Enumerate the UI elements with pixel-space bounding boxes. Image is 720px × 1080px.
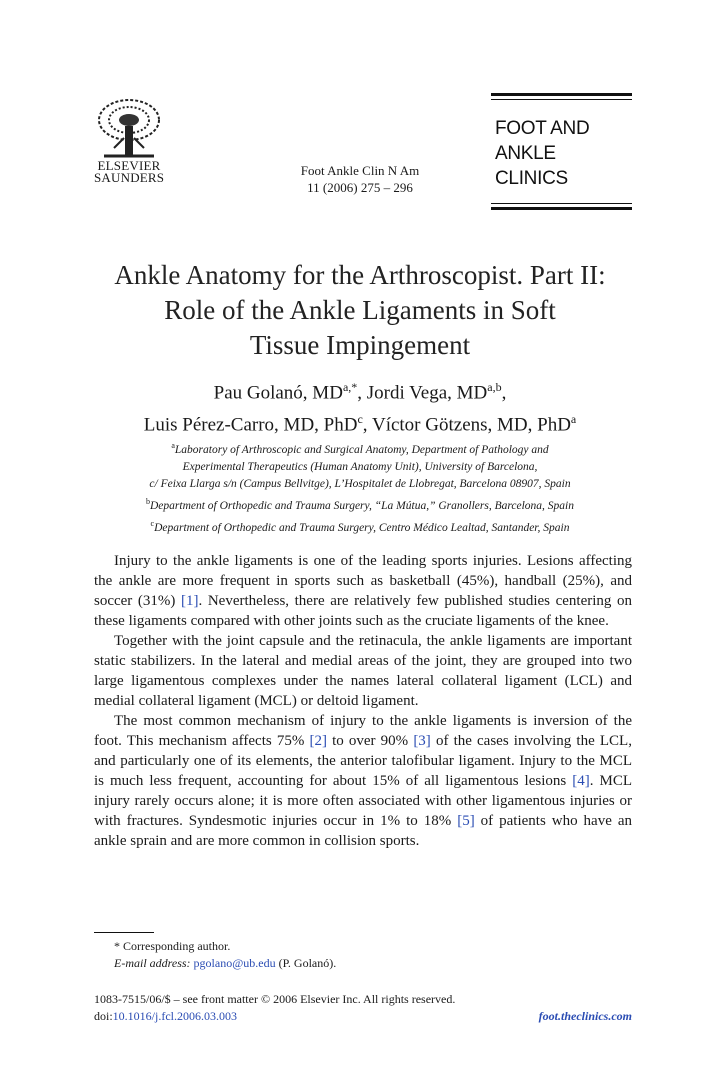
body-paragraph-2 <box>94 631 632 711</box>
author-name: Jordi Vega, MD <box>366 382 488 404</box>
body-paragraph-1 <box>94 551 632 631</box>
email-label: E-mail address: <box>114 956 191 970</box>
brand-name <box>491 100 632 203</box>
affiliations <box>90 437 630 536</box>
author-separator: , <box>501 382 507 404</box>
body-text: Injury to the ankle ligaments is one of the leading sports injuries. Lesions affecting the ankle are more frequent in sports such as basketball (45%), handball (25%), and soccer (31%) <box>94 553 632 609</box>
brand-rule-top <box>491 93 632 96</box>
reference-link[interactable]: [2] <box>309 733 327 749</box>
affiliation-marker: a <box>171 441 175 450</box>
page-footer <box>94 991 632 1025</box>
author-affiliation-marker: a <box>570 412 577 427</box>
body-text: . Nevertheless, there are relatively few published studies centering on these ligaments compared with other joints such as the cruciate ligaments of the knee. <box>94 593 632 629</box>
footnote-divider <box>94 932 154 933</box>
affiliation-a-line-2: Experimental Therapeutics (Human Anatomy Unit), University of Barcelona, <box>182 460 538 473</box>
journal-abbrev: Foot Ankle Clin N Am <box>300 163 420 178</box>
author-name: Pau Golanó, MD <box>213 382 343 404</box>
brand-rule-bottom <box>491 207 632 210</box>
reference-link[interactable]: [4] <box>572 773 590 789</box>
reference-link[interactable]: [3] <box>413 733 431 749</box>
reference-link[interactable]: [1] <box>180 593 199 609</box>
author-name: Luis Pérez-Carro, MD, PhD <box>143 414 358 436</box>
affiliation-b <box>90 493 630 515</box>
affiliation-c <box>90 515 630 537</box>
email-suffix: (P. Golanó). <box>275 956 337 970</box>
body-text: The most common mechanism of injury to the ankle ligaments is inversion of the foot. This mechanism affects 75% <box>94 713 632 749</box>
body-text: . MCL injury rarely occurs alone; it is more often associated with other ligamentous injuries or with fractures. Syndesmotic injuries occur in 1% to 18% <box>94 773 632 829</box>
affiliation-a-line-1 <box>90 437 630 459</box>
email-link[interactable]: pgolano@ub.edu <box>193 956 276 970</box>
title-line-1: Ankle Anatomy for the Arthroscopist. Part II: <box>114 260 606 290</box>
affiliation-text: Laboratory of Arthroscopic and Surgical Anatomy, Department of Pathology and <box>174 443 549 456</box>
journal-citation <box>250 162 470 196</box>
brand-rule-thin-bottom <box>491 203 632 204</box>
footnotes <box>114 938 614 972</box>
elsevier-tree-icon <box>94 98 164 160</box>
corresponding-author-note: * Corresponding author. <box>114 939 231 953</box>
article-body <box>94 551 632 851</box>
journal-brand <box>491 93 632 210</box>
affiliation-a-line-3: c/ Feixa Llarga s/n (Campus Bellvitge), L’Hospitalet de Llobregat, Barcelona 08907, Spain <box>149 477 571 490</box>
volume-pages: 11 (2006) 275 – 296 <box>307 180 413 195</box>
publisher-logo <box>94 98 164 186</box>
body-text: to over 90% <box>326 733 414 749</box>
doi-label: doi: <box>94 1009 113 1023</box>
affiliation-text: Department of Orthopedic and Trauma Surgery, Centro Médico Lealtad, Santander, Spain <box>154 521 570 534</box>
publisher-line-1: ELSEVIER <box>97 158 161 173</box>
affiliation-marker: c <box>150 518 155 528</box>
body-paragraph-3 <box>94 711 632 851</box>
body-text: Together with the joint capsule and the retinacula, the ankle ligaments are important static stabilizers. In the lateral and medial areas of the joint, they are grouped into two large ligamentous complexes under the names lateral collateral ligament (LCL) and medial collateral ligament (MCL) or deltoid ligament. <box>94 633 632 709</box>
title-line-2: Role of the Ankle Ligaments in Soft <box>164 295 556 325</box>
author-affiliation-marker: a,* <box>342 380 358 394</box>
authors-line-1 <box>60 374 660 406</box>
author-separator: , <box>362 414 372 436</box>
title-line-3: Tissue Impingement <box>249 330 471 360</box>
brand-line-1: FOOT AND <box>495 118 590 139</box>
email-note <box>114 955 614 972</box>
body-text: of the cases involving the LCL, and particularly one of its elements, the anterior talofibular ligament. Injury to the MCL is much less frequent, accounting for about 15% of all ligamentous lesions <box>94 733 632 789</box>
affiliation-text: Department of Orthopedic and Trauma Surgery, “La Mútua,” Granollers, Barcelona, Spain <box>149 499 574 512</box>
author-name: Víctor Götzens, MD, PhD <box>371 414 571 436</box>
brand-line-2: ANKLE CLINICS <box>495 143 568 189</box>
publisher-name <box>94 160 164 184</box>
journal-website-link[interactable]: foot.theclinics.com <box>538 1009 632 1023</box>
issn-copyright: 1083-7515/06/$ – see front matter © 2006 Elsevier Inc. All rights reserved. <box>94 992 456 1006</box>
doi-link[interactable]: 10.1016/j.fcl.2006.03.003 <box>112 1009 237 1023</box>
body-text: of patients who have an ankle sprain and are more common in collision sports. <box>94 813 632 849</box>
author-affiliation-marker: c <box>357 412 363 427</box>
author-affiliation-marker: a,b <box>487 380 502 394</box>
authors-line-2 <box>60 406 660 438</box>
affiliation-marker: b <box>145 496 150 506</box>
article-title <box>60 258 660 363</box>
publisher-line-2: SAUNDERS <box>94 170 165 185</box>
author-separator: , <box>357 382 367 404</box>
author-list <box>60 374 660 439</box>
reference-link[interactable]: [5] <box>457 813 475 829</box>
